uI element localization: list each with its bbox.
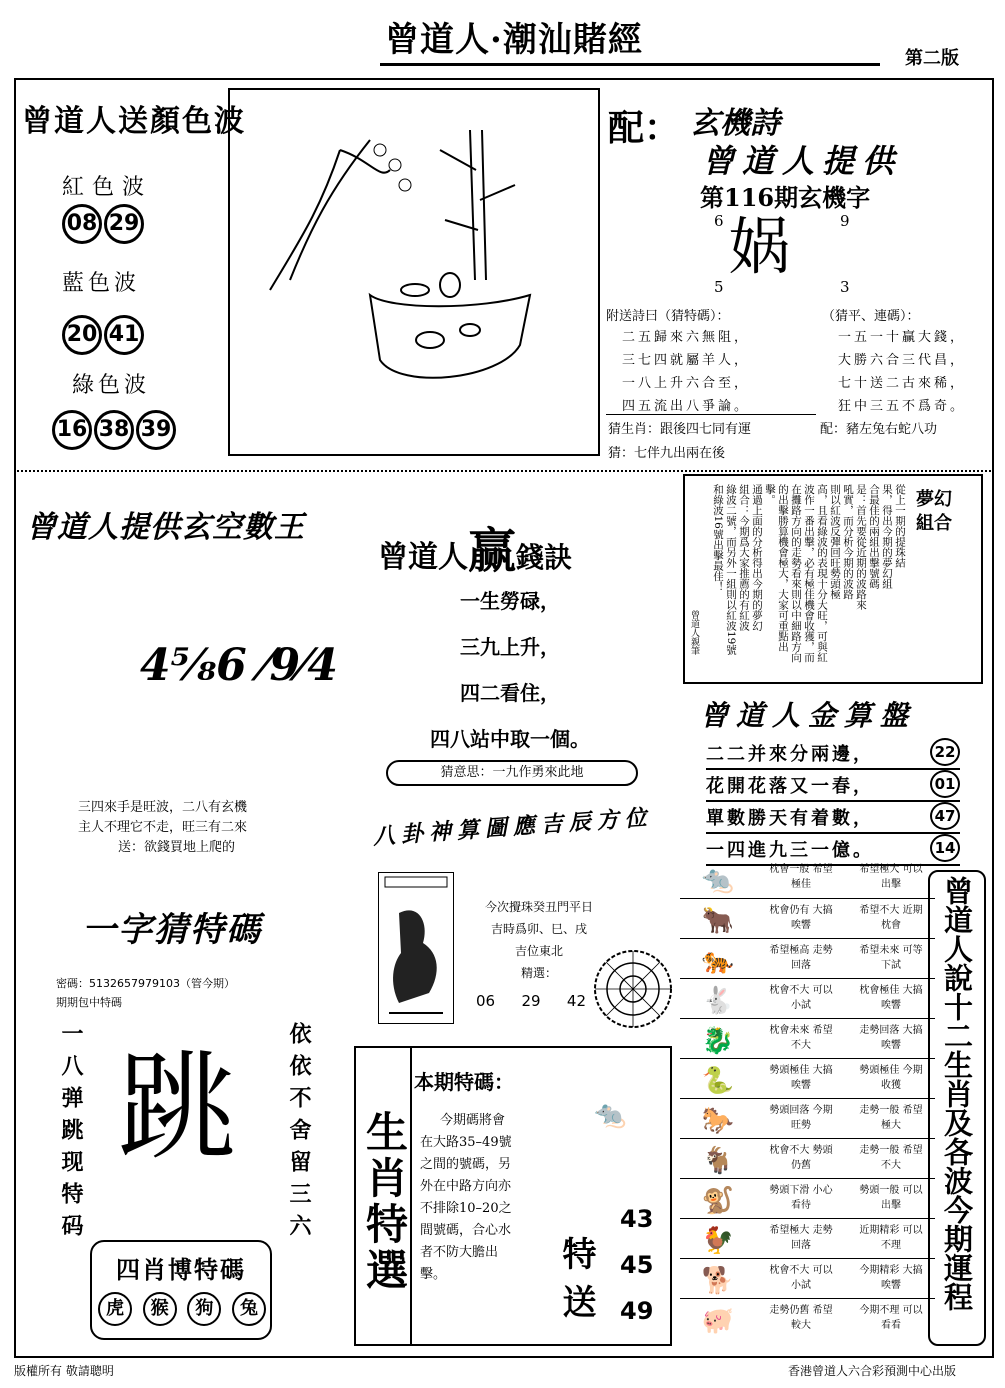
bagua-info-line: 吉時爲卯、巳、戌 [490, 922, 587, 936]
zodiac-fortune-1: 走勢仍舊 希望較大 [769, 1305, 833, 1331]
rabbit-icon: 🐇 [701, 986, 735, 1016]
abacus-row [706, 772, 960, 802]
win-tips-lines [400, 578, 620, 762]
left-poem [622, 326, 750, 418]
combo-text-column: 吼實，而分析今期的波路 [842, 484, 854, 600]
win-tips-title-big: 赢 [468, 523, 517, 579]
zodiac-fortune-2: 希望不大 近期枕會 [859, 905, 923, 931]
mid-text-line: 三四來手是旺波，二八有玄機 [78, 800, 248, 815]
horse-icon: 🐎 [701, 1106, 735, 1136]
zodiac-fortune-2: 勢頭一般 可以出擊 [859, 1185, 923, 1211]
win-tips-title-b: 錢訣 [516, 541, 573, 574]
special-label: 特送 [556, 1236, 596, 1332]
guess-shengxiao: 猜生肖：跟後四七同有運 [608, 422, 752, 437]
blue-wave-label: 藍色波 [62, 271, 141, 296]
xuankong-title: 曾道人提供玄空數王 [26, 510, 305, 545]
tiger-icon: 🐅 [701, 946, 735, 976]
zodiac-fortune-2: 近期精彩 可以不理 [859, 1225, 923, 1251]
zodiac-fortune-2: 今期精彩 大搞唉響 [859, 1265, 923, 1291]
zodiac-row [680, 978, 935, 1023]
footer-right: 香港曾道人六合彩預測中心出版 [788, 1364, 957, 1378]
bagua-figure [378, 872, 454, 1024]
four-shengxiao-animal: 猴 [143, 1292, 177, 1326]
provider-title: 曾道人提供 [702, 142, 903, 180]
abacus-row-text: 二二并來分兩邊， [706, 744, 874, 765]
monkey-icon: 🐒 [701, 1186, 735, 1216]
zodiac-row [680, 1098, 935, 1143]
zodiac-fortune-2: 今期不理 可以看看 [859, 1305, 923, 1331]
special-number: 45 [620, 1251, 654, 1279]
zodiac-row [680, 1218, 935, 1263]
combo-text [700, 484, 906, 674]
abacus-title: 曾道人金算盤 [700, 699, 917, 732]
combo-text-column: 綠波二號，而另外一組則以紅波19號 [725, 484, 737, 655]
red-wave-number: 08 [62, 204, 102, 244]
win-tips-line: 一生勞碌， [460, 589, 560, 613]
zodiac-fortune-1: 勢頭下滑 小心看待 [769, 1185, 833, 1211]
mid-text-line: 送：欲錢買地上爬的 [118, 840, 236, 855]
one-char-right-col: 依依不舍留三六 [286, 1022, 312, 1246]
issue-line: 第116期玄機字 [700, 183, 871, 212]
poem-line: 一八上升六合至， [622, 376, 751, 391]
zodiac-fortune-1: 希望極大 走勢回落 [769, 1225, 833, 1251]
abacus-row-number: 01 [930, 770, 960, 798]
abacus-list [706, 740, 960, 866]
combo-text-column: 果，得出今期的夢幻組 [881, 484, 893, 589]
special-body-line: 者不防大膽出 [420, 1245, 499, 1260]
goat-icon: 🐐 [701, 1146, 735, 1176]
bagua-info-line: 今次攪珠癸丑門平日 [484, 900, 593, 914]
xuankong-scribble: 4⅝6 ⁄9⁄4 [140, 640, 339, 691]
zodiac-row [680, 1058, 935, 1103]
zodiac-fortune-1: 枕會不大 可以小試 [769, 1265, 833, 1291]
poem-line: 四五流出八爭論。 [622, 399, 751, 414]
one-char-left-col: 一八弹跳现特码 [58, 1022, 84, 1246]
zodiac-side-title: 曾道人說十二生肖及各波今期運程 [940, 876, 974, 1311]
zodiac-row [680, 898, 935, 943]
bagua-info-line: 吉位東北 [514, 944, 563, 958]
left-poem-caption: 附送詩曰（猜特碼）： [606, 309, 730, 324]
win-tips-line: 四八站中取一個。 [430, 727, 590, 751]
special-number: 49 [620, 1297, 654, 1325]
mid-text [78, 798, 247, 858]
combo-signature: 曾道人親筆 [689, 610, 699, 655]
warrior-illustration [379, 873, 453, 1023]
poem-line: 二五歸來六無阻， [622, 330, 751, 345]
special-number: 43 [620, 1205, 654, 1233]
red-wave-number: 29 [104, 204, 144, 244]
zodiac-table [680, 858, 935, 1348]
special-body-line: 今期碼將會 [440, 1113, 506, 1128]
right-poem-caption: （猜平、連碼）： [822, 309, 920, 324]
special-numbers [620, 1196, 653, 1334]
zodiac-row [680, 1258, 935, 1303]
zodiac-fortune-2: 勢頭極佳 今期收獲 [859, 1065, 923, 1091]
rat-icon: 🐀 [701, 865, 735, 895]
zodiac-fortune-2: 枕會極佳 大搞唉響 [859, 985, 923, 1011]
combo-text-column: 是：首先要從近期的波路來 [855, 484, 867, 610]
zodiac-fortune-1: 勢頭回落 今期旺勢 [769, 1105, 833, 1131]
special-body-line: 在大路35–49號 [420, 1135, 512, 1150]
combo-text-column: 通過上面的分析得出今期的夢幻 [751, 484, 763, 631]
poem-line: 七十送二古來稀， [838, 376, 967, 391]
corner-number: 3 [840, 278, 850, 296]
special-body-line: 間號碼，合心水 [420, 1223, 512, 1238]
zodiac-fortune-1: 勢頭極佳 大搞唉響 [769, 1065, 833, 1091]
zodiac-row [680, 1178, 935, 1223]
combo-title: 夢幻組合 [916, 489, 952, 534]
special-body [420, 1110, 512, 1286]
illustration-frame [228, 88, 600, 456]
row-divider [14, 470, 994, 472]
bagua-pick: 42 [566, 992, 586, 1010]
combo-text-column: 在攤路方向的走勢看來則以中細路方向 [790, 484, 802, 663]
blue-wave-number: 41 [104, 315, 144, 355]
blue-wave-numbers [62, 315, 146, 355]
win-tips-title [378, 512, 572, 581]
special-body-line: 之間的號碼，另 [420, 1157, 512, 1172]
footer-left: 版權所有 敬請聰明 [14, 1364, 114, 1378]
snake-icon: 🐍 [701, 1066, 735, 1096]
corner-number: 6 [714, 212, 724, 230]
combo-text-column: 合最佳的兩組出擊號碼 [868, 484, 880, 589]
rooster-icon: 🐓 [701, 1226, 735, 1256]
bagua-pick-label: 精選： [520, 966, 557, 980]
blue-wave-number: 20 [62, 315, 102, 355]
abacus-row-number: 47 [930, 802, 960, 830]
zodiac-row [680, 938, 935, 983]
zodiac-fortune-1: 枕會不大 勢頭仍舊 [769, 1145, 833, 1171]
four-shengxiao-animals [98, 1292, 266, 1326]
abacus-row-number: 14 [930, 834, 960, 862]
poem-line: 狂中三五不爲奇。 [838, 399, 967, 414]
four-shengxiao-animal: 虎 [98, 1292, 132, 1326]
zodiac-fortune-1: 枕會一般 希望極佳 [769, 864, 833, 890]
red-wave-numbers [62, 204, 146, 244]
abacus-row-text: 一四進九三一億。 [706, 840, 874, 861]
combo-text-column: 組合：今期爲大家推薦的有紅波 [738, 484, 750, 631]
combo-text-column: 和綠波16號出擊最佳！ [712, 484, 724, 592]
corner-number: 9 [840, 212, 850, 230]
combo-text-column: 的出擊勝算機會極大，大家可重點出 [777, 484, 789, 652]
win-tips-line: 四二看住， [460, 681, 560, 705]
zodiac-fortune-2: 希望極大 可以出擊 [859, 864, 923, 890]
four-shengxiao-animal: 狗 [187, 1292, 221, 1326]
pei-line: 配：豬左兔右蛇八功 [820, 422, 938, 437]
masthead: 曾道人·潮汕賭經 [385, 20, 643, 60]
abacus-row [706, 804, 960, 834]
combo-text-column: 波作一番出擊，必有極佳機會收獲，而 [803, 484, 815, 663]
zodiac-row [680, 1138, 935, 1183]
combo-text-column: 擊。 [764, 484, 776, 505]
zodiac-fortune-1: 枕會未來 希望不大 [769, 1025, 833, 1051]
pei-label: 配： [608, 108, 681, 149]
poem-line: 一五一十贏大錢， [838, 330, 967, 345]
dragon-icon: 🐉 [701, 1026, 735, 1056]
dog-icon: 🐕 [701, 1266, 735, 1296]
four-shengxiao-animal: 兔 [232, 1292, 266, 1326]
riddle-character: 娲 [728, 210, 791, 283]
zodiac-fortune-1: 枕會仍有 大搞唉響 [769, 905, 833, 931]
green-wave-number: 16 [52, 410, 92, 450]
corner-number: 5 [714, 278, 724, 296]
code-line: 密碼：5132657979103（管今期） [56, 977, 235, 990]
green-wave-number: 38 [94, 410, 134, 450]
poem-divider [606, 414, 816, 415]
special-body-line: 擊。 [420, 1267, 447, 1282]
combo-text-column: 則以紅波反彈回旺勢頭極 [829, 484, 841, 600]
zodiac-fortune-2: 走勢一般 希望不大 [859, 1145, 923, 1171]
win-tips-line: 三九上升， [460, 635, 560, 659]
mid-text-line: 主人不理它不走，旺三有二來 [78, 820, 248, 835]
special-body-line: 外在中路方向亦 [420, 1179, 512, 1194]
one-char-title: 一字猜特碼 [82, 910, 262, 950]
win-tips-title-a: 曾道人 [378, 540, 468, 575]
riddle-illustration [230, 90, 598, 454]
ox-icon: 🐂 [701, 906, 735, 936]
red-wave-label: 紅色波 [62, 175, 153, 200]
bagua-picks [476, 992, 586, 1010]
win-tips-hint: 猜意思：一九作勇來此地 [386, 760, 638, 786]
color-wave-title: 曾道人送顏色波 [22, 104, 246, 139]
abacus-row-number: 22 [930, 738, 960, 766]
zodiac-fortune-2: 走勢回落 大搞唉響 [859, 1025, 923, 1051]
bagua-pick: 29 [521, 992, 541, 1010]
masthead-underline [380, 63, 880, 66]
one-char-big: 跳 [118, 1038, 237, 1176]
pig-icon: 🐖 [701, 1306, 735, 1336]
bagua-compass [592, 948, 674, 1030]
zodiac-row [680, 1298, 935, 1343]
zodiac-fortune-1: 枕會不大 可以小試 [769, 985, 833, 1011]
bagua-title: 八卦神算圖應吉辰方位 [372, 805, 654, 850]
zodiac-fortune-2: 希望未來 可等下試 [859, 945, 923, 971]
zodiac-row [680, 858, 935, 903]
zodiac-fortune-2: 走勢一般 希望極大 [859, 1105, 923, 1131]
green-wave-label: 綠色波 [72, 373, 151, 398]
four-shengxiao-title: 四肖博特碼 [116, 1255, 246, 1284]
edition-label: 第二版 [905, 48, 959, 69]
abacus-row-text: 單數勝天有着數， [706, 808, 874, 829]
right-poem [838, 326, 966, 418]
bagua-pick: 06 [476, 992, 496, 1010]
green-wave-number: 39 [136, 410, 176, 450]
green-wave-numbers [52, 410, 178, 450]
poem-line: 三七四就屬羊人， [622, 353, 751, 368]
poem-title: 玄機詩 [690, 106, 780, 141]
abacus-row-text: 花開花落又一春， [706, 776, 874, 797]
zodiac-row [680, 1018, 935, 1063]
special-body-line: 不排除10–20之 [420, 1201, 512, 1216]
combo-text-column: 高，且看綠波的表現十分大旺，可與紅 [816, 484, 828, 663]
guess-line: 猜：七伴九出兩在後 [608, 446, 726, 461]
zodiac-fortune-1: 希望極高 走勢回落 [769, 945, 833, 971]
special-rat-icon: 🐀 [594, 1100, 627, 1130]
abacus-row [706, 740, 960, 770]
special-side-title: 生肖特選 [360, 1110, 409, 1294]
poem-line: 大勝六合三代昌， [838, 353, 967, 368]
code-sub-line: 期期包中特碼 [56, 996, 122, 1009]
combo-text-column: 從上一期的提珠結 [894, 484, 906, 568]
special-header: 本期特碼： [414, 1070, 514, 1094]
